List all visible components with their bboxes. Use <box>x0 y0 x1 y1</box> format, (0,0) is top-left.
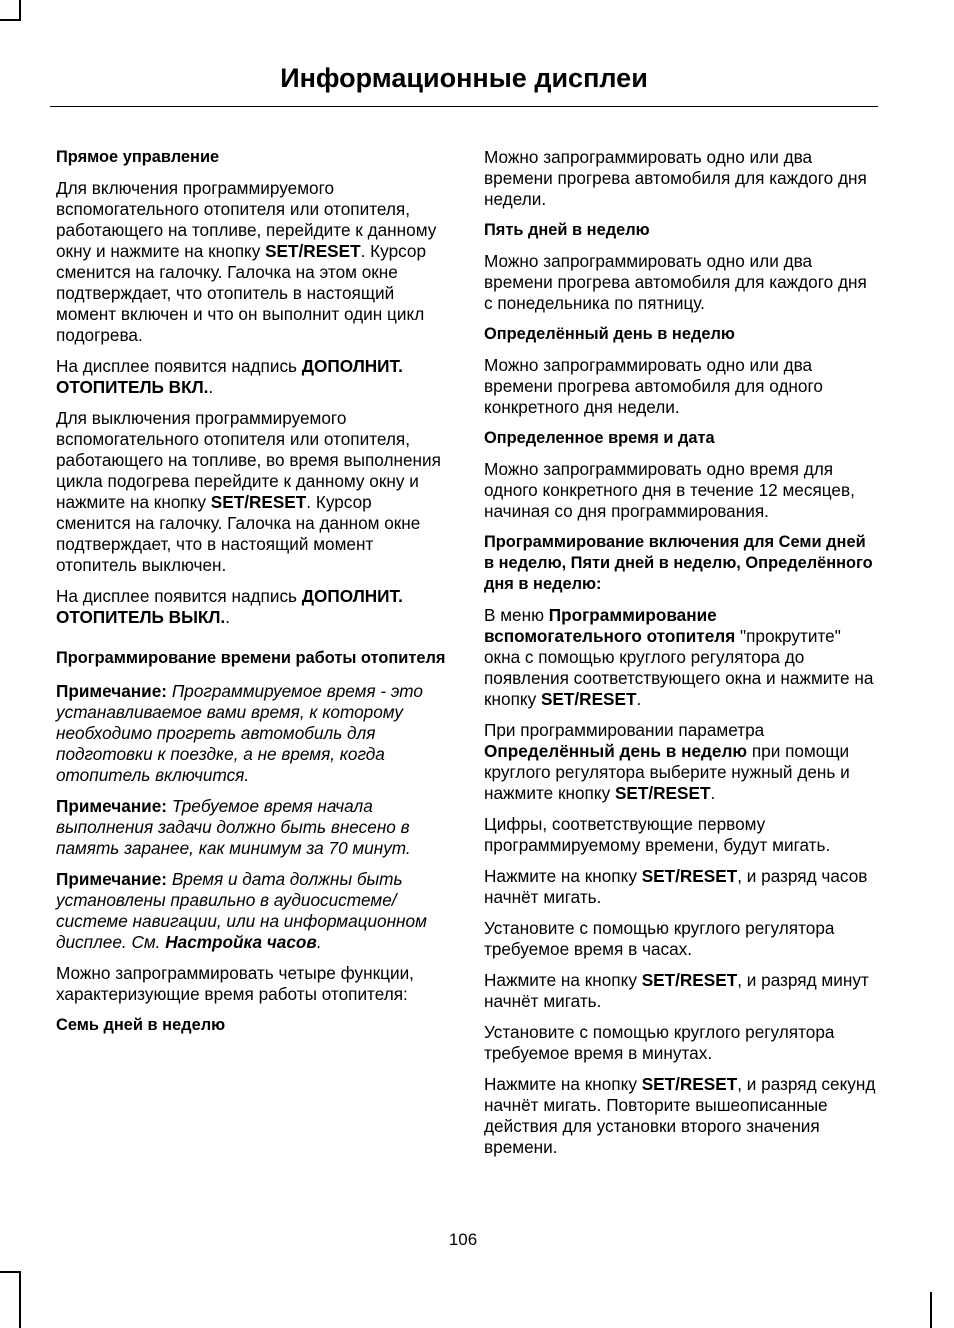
paragraph: Установите с помощью круглого регулятора требуемое время в минутах. <box>484 1022 835 1063</box>
paragraph: Для включения программируемого вспомогательного отопителя или отопителя, работающего на топливе, перейдите к данному окну и нажмите на кнопку SET/RESET. Курсор сменится на галочку. Галочка на этом окне подтверждает, что отопитель в настоящий момент включен и что он выполнит один цикл подогрева. <box>56 178 437 345</box>
paragraph: Нажмите на кнопку SET/RESET, и разряд часов начнёт мигать. <box>484 866 868 907</box>
link-clock-settings: Настройка часов <box>165 932 317 952</box>
note: Примечание: Требуемое время начала выполнения задачи должно быть внесено в память заранее, как минимум за 70 минут. <box>56 796 411 858</box>
paragraph: Можно запрограммировать одно время для одного конкретного дня в течение 12 месяцев, начиная со дня программирования. <box>484 459 855 521</box>
crop-mark-top-left-h <box>0 19 21 21</box>
paragraph: Можно запрограммировать одно или два времени прогрева автомобиля для каждого дня недели. <box>484 147 867 209</box>
heading-specific-day: Определённый день в неделю <box>484 325 735 343</box>
paragraph: Можно запрограммировать одно или два времени прогрева автомобиля для одного конкретного дня недели. <box>484 355 823 417</box>
title-rule <box>50 106 878 107</box>
paragraph: Можно запрограммировать одно или два времени прогрева автомобиля для каждого дня с понедельника по пятницу. <box>484 251 867 313</box>
heading-programming-modes: Программирование включения для Семи дней в неделю, Пяти дней в неделю, Определённого дня в неделю: <box>484 533 873 593</box>
paragraph: В меню Программирование вспомогательного отопителя "прокрутите" окна с помощью круглого регулятора до появления соответствующего окна и нажмите на кнопку SET/RESET. <box>484 605 874 709</box>
note: Примечание: Программируемое время - это устанавливаемое вами время, к которому необходимо прогреть автомобиль для подготовки к поездке, а не время, когда отопитель включится. <box>56 681 423 785</box>
crop-mark-bottom-right-v <box>930 1292 932 1328</box>
crop-mark-top-left-v <box>19 0 21 20</box>
heading-programming: Программирование времени работы отопителя <box>56 649 446 667</box>
note: Примечание: Время и дата должны быть установлены правильно в аудиосистеме/системе навигации, или на информационном дисплее. См. Настройка часов. <box>56 869 427 952</box>
heading-five-days: Пять дней в неделю <box>484 221 650 239</box>
paragraph: Нажмите на кнопку SET/RESET, и разряд секунд начнёт мигать. Повторите вышеописанные действия для установки второго значения времени. <box>484 1074 876 1157</box>
page-number: 106 <box>448 1230 478 1249</box>
paragraph: Нажмите на кнопку SET/RESET, и разряд минут начнёт мигать. <box>484 970 869 1011</box>
paragraph: На дисплее появится надпись ДОПОЛНИТ. ОТОПИТЕЛЬ ВКЛ.. <box>56 356 403 397</box>
crop-mark-bottom-left-v <box>19 1271 21 1328</box>
right-column <box>484 147 876 1168</box>
heading-date-time: Определенное время и дата <box>484 429 715 447</box>
paragraph: Можно запрограммировать четыре функции, характеризующие время работы отопителя: <box>56 963 414 1004</box>
paragraph: Цифры, соответствующие первому программируемому времени, будут мигать. <box>484 814 831 855</box>
paragraph: При программировании параметра Определённый день в неделю при помощи круглого регулятора выберите нужный день и нажмите кнопку SET/RESET. <box>484 720 850 803</box>
crop-mark-bottom-left-h <box>0 1271 21 1273</box>
left-column <box>56 147 446 1046</box>
paragraph: Для выключения программируемого вспомогательного отопителя или отопителя, работающего на топливе, во время выполнения цикла подогрева перейдите к данному окну и нажмите на кнопку SET/RESET. Курсор сменится на галочку. Галочка на данном окне подтверждает, что в настоящий момент отопитель выключен. <box>56 408 441 575</box>
heading-seven-days: Семь дней в неделю <box>56 1016 226 1034</box>
paragraph: На дисплее появится надпись ДОПОЛНИТ. ОТОПИТЕЛЬ ВЫКЛ.. <box>56 586 403 627</box>
heading-direct-control: Прямое управление <box>56 148 220 166</box>
paragraph: Установите с помощью круглого регулятора требуемое время в часах. <box>484 918 835 959</box>
page-title: Информационные дисплеи <box>280 63 648 93</box>
